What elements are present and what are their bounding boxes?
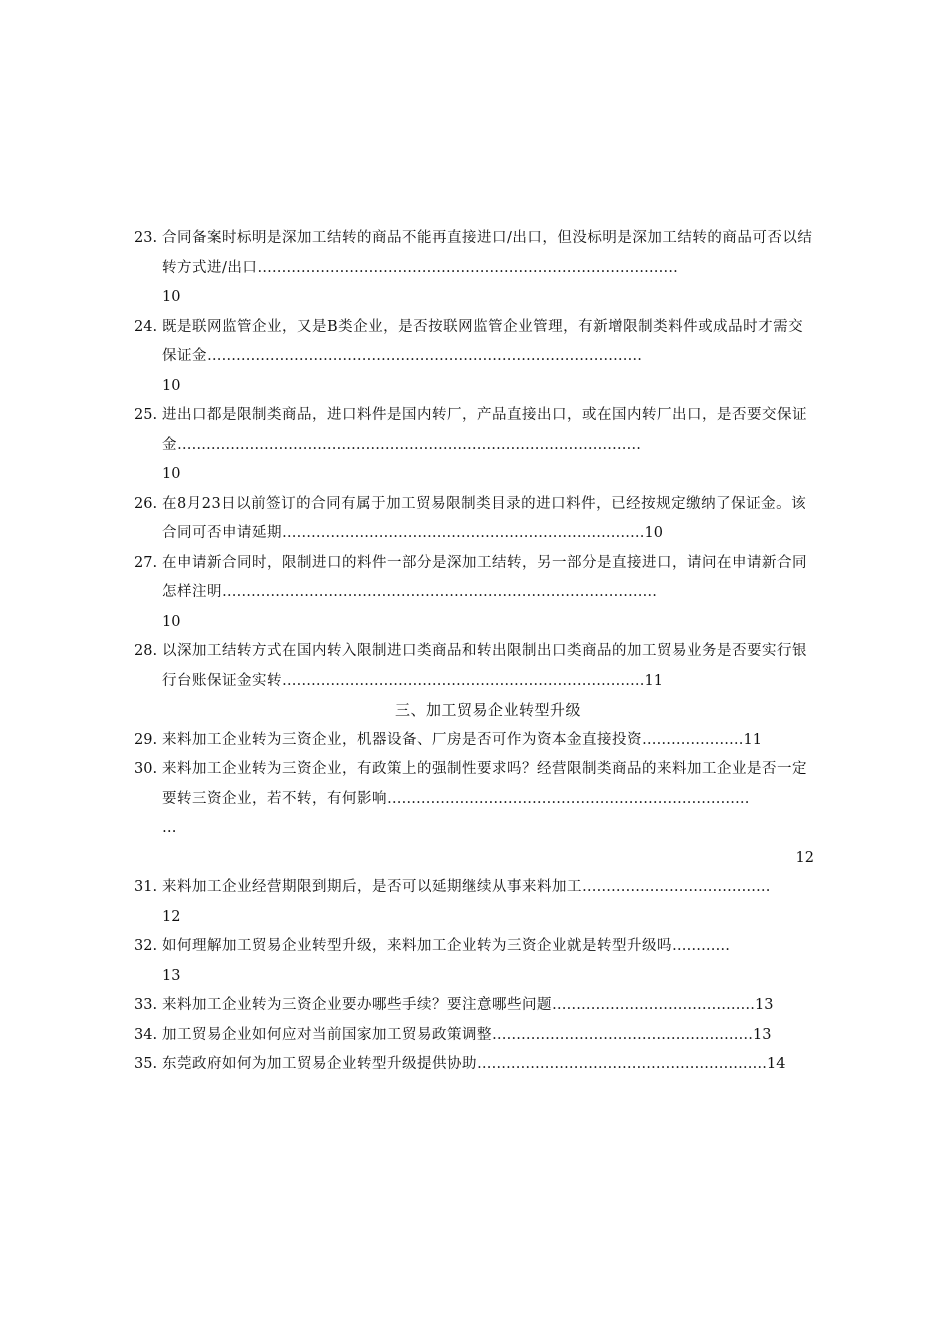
leader-dots: ………… bbox=[672, 938, 730, 954]
leader-dots: …………………………………………………… bbox=[477, 1056, 767, 1072]
toc-entry-27[interactable] bbox=[134, 549, 814, 638]
entry-title: 东莞政府如何为加工贸易企业转型升级提供协助 bbox=[162, 1056, 477, 1072]
entry-title: 加工贸易企业如何应对当前国家加工贸易政策调整 bbox=[162, 1026, 492, 1043]
entry-number: 26. bbox=[134, 495, 158, 512]
leader-dots-continued: … bbox=[162, 820, 177, 836]
toc-entry-26[interactable] bbox=[134, 490, 814, 549]
entry-number: 23. bbox=[134, 230, 158, 246]
entry-number: 29. bbox=[134, 731, 158, 748]
entry-number: 28. bbox=[134, 643, 158, 659]
entry-page-number: 10 bbox=[162, 613, 181, 630]
entry-title: 在申请新合同时，限制进口的料件一部分是深加工结转，另一部分是直接进口，请问在申请新合同怎样注明 bbox=[162, 554, 807, 600]
entry-page-number: 12 bbox=[795, 849, 814, 866]
entry-number: 34. bbox=[134, 1026, 158, 1043]
toc-entry-24[interactable] bbox=[134, 313, 814, 402]
toc-entry-29[interactable] bbox=[134, 726, 814, 756]
leader-dots: ………………………………… bbox=[582, 879, 771, 895]
entry-page-number: 13 bbox=[755, 997, 774, 1013]
toc-entry-23[interactable] bbox=[134, 224, 814, 313]
leader-dots: …………………………………………………………………………………… bbox=[177, 436, 641, 453]
leader-dots: ……………………………………………… bbox=[492, 1026, 753, 1043]
entry-number: 35. bbox=[134, 1056, 158, 1072]
entry-number: 25. bbox=[134, 407, 158, 423]
entry-page-number: 13 bbox=[753, 1026, 772, 1043]
toc-entry-30[interactable] bbox=[134, 755, 814, 873]
entry-number: 33. bbox=[134, 997, 158, 1013]
toc-entry-31[interactable] bbox=[134, 873, 814, 932]
leader-dots: ………………………………………………………………… bbox=[282, 525, 645, 541]
entry-title: 以深加工结转方式在国内转入限制进口类商品和转出限制出口类商品的加工贸易业务是否要实行银行台账保证金实转 bbox=[162, 643, 807, 689]
entry-title: 来料加工企业经营期限到期后，是否可以延期继续从事来料加工 bbox=[162, 879, 582, 895]
toc-entry-33[interactable] bbox=[134, 991, 814, 1021]
leader-dots: ………………………………………………………………… bbox=[387, 790, 750, 807]
entry-page-number: 14 bbox=[767, 1056, 786, 1072]
entry-page-number: 10 bbox=[644, 525, 663, 541]
entry-title: 合同备案时标明是深加工结转的商品不能再直接进口/出口，但没标明是深加工结转的商品可否以结转方式进/出口 bbox=[162, 230, 813, 276]
entry-page-number: 10 bbox=[162, 377, 181, 394]
entry-page-number: 10 bbox=[162, 289, 181, 305]
leader-dots: ……………………………………………………………………………… bbox=[207, 348, 642, 364]
entry-number: 30. bbox=[134, 761, 158, 777]
entry-title: 进出口都是限制类商品，进口料件是国内转厂，产品直接出口，或在国内转厂出口，是否要交保证金 bbox=[162, 407, 807, 453]
entry-page-number: 12 bbox=[162, 908, 181, 925]
leader-dots: ………………………………………………………………… bbox=[282, 672, 645, 689]
entry-title: 来料加工企业转为三资企业要办哪些手续？要注意哪些问题 bbox=[162, 997, 552, 1013]
section-heading: 三、加工贸易企业转型升级 bbox=[394, 701, 581, 719]
entry-number: 24. bbox=[134, 318, 158, 335]
entry-title: 在8月23日以前签订的合同有属于加工贸易限制类目录的进口料件，已经按规定缴纳了保证金。该合同可否申请延期 bbox=[162, 495, 807, 541]
entry-page-number: 10 bbox=[162, 466, 181, 482]
entry-title: 既是联网监管企业，又是B类企业，是否按联网监管企业管理，有新增限制类料件或成品时才需交保证金 bbox=[162, 318, 804, 364]
entry-number: 32. bbox=[134, 938, 158, 954]
entry-page-number: 13 bbox=[162, 967, 181, 984]
toc-entry-25[interactable] bbox=[134, 401, 814, 490]
leader-dots: …………………………………… bbox=[552, 997, 755, 1013]
entry-title: 如何理解加工贸易企业转型升级，来料加工企业转为三资企业就是转型升级吗 bbox=[162, 938, 672, 954]
toc-entry-34[interactable] bbox=[134, 1021, 814, 1051]
leader-dots: …………………………………………………………………………… bbox=[257, 259, 678, 276]
entry-page-number: 11 bbox=[644, 672, 663, 689]
entry-page-number: 11 bbox=[743, 731, 762, 748]
toc-entry-28[interactable] bbox=[134, 637, 814, 696]
table-of-contents bbox=[134, 224, 814, 1080]
entry-number: 27. bbox=[134, 554, 158, 571]
entry-title: 来料加工企业转为三资企业，有政策上的强制性要求吗？经营限制类商品的来料加工企业是否一定要转三资企业，若不转，有何影响 bbox=[162, 761, 807, 807]
leader-dots: ………………… bbox=[642, 731, 744, 748]
entry-title: 来料加工企业转为三资企业，机器设备、厂房是否可作为资本金直接投资 bbox=[162, 731, 642, 748]
toc-entry-35[interactable] bbox=[134, 1050, 814, 1080]
entry-number: 31. bbox=[134, 879, 158, 895]
leader-dots: ……………………………………………………………………………… bbox=[222, 584, 657, 600]
toc-entry-32[interactable] bbox=[134, 932, 814, 991]
